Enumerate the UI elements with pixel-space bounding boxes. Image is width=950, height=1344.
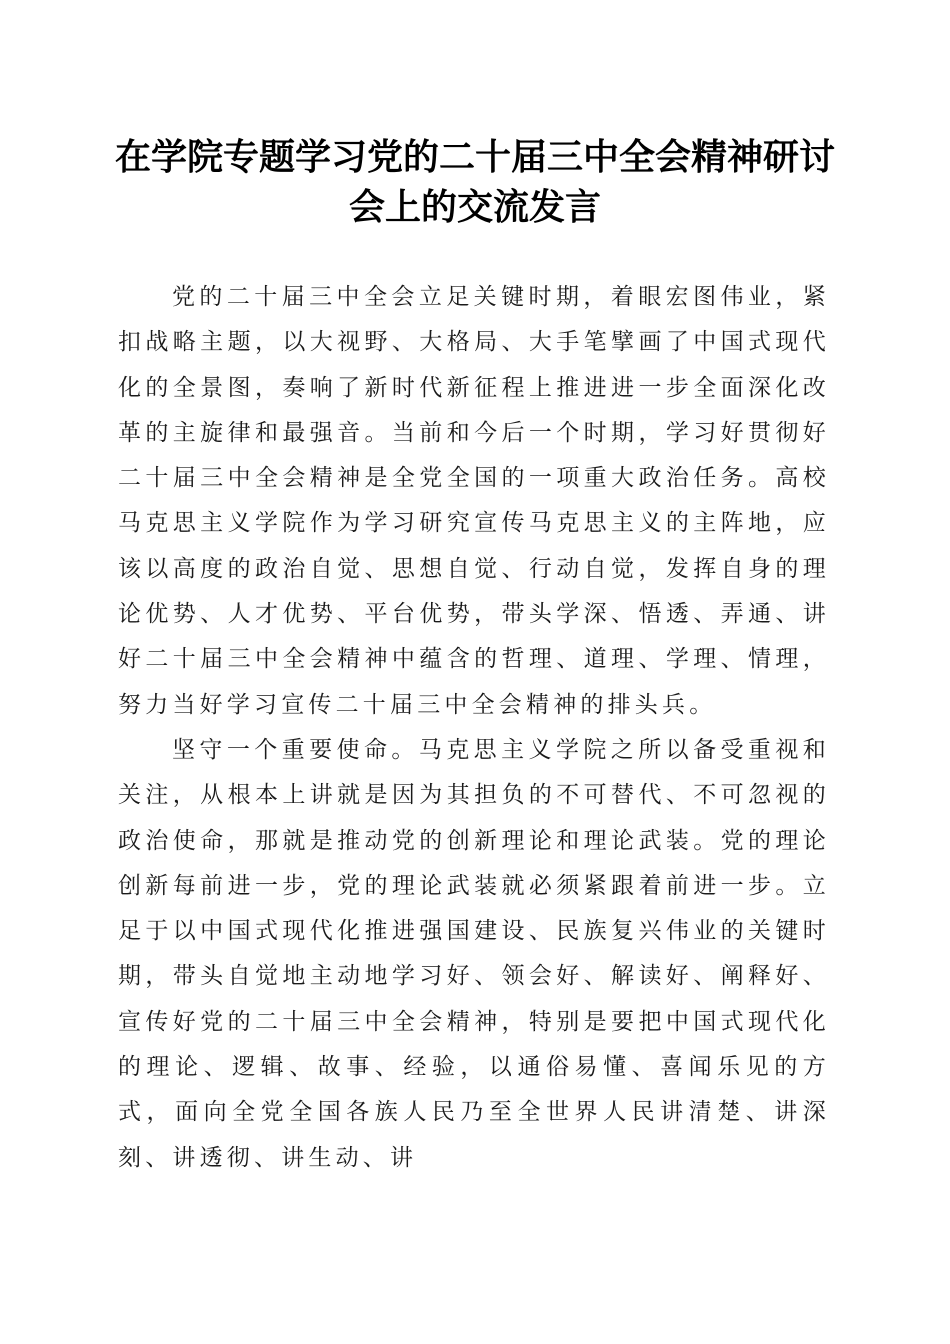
document-title: [110, 132, 840, 232]
paragraph-mission: 坚守一个重要使命。马克思主义学院之所以备受重视和关注，从根本上讲就是因为其担负的不可替代、不可忽视的政治使命，那就是推动党的创新理论和理论武装。党的理论创新每前进一步，党的理论武装就必须紧跟着前进一步。立足于以中国式现代化推进强国建设、民族复兴伟业的关键时期，带头自觉地主动地学习好、领会好、解读好、阐释好、宣传好党的二十届三中全会精神，特别是要把中国式现代化的理论、逻辑、故事、经验，以通俗易懂、喜闻乐见的方式，面向全党全国各族人民乃至全世界人民讲清楚、讲深刻、讲透彻、讲生动、讲: [118, 736, 830, 1171]
paragraph-intro: 党的二十届三中全会立足关键时期，着眼宏图伟业，紧扣战略主题，以大视野、大格局、大手笔擘画了中国式现代化的全景图，奏响了新时代新征程上推进进一步全面深化改革的主旋律和最强音。当前和今后一个时期，学习好贯彻好二十届三中全会精神是全党全国的一项重大政治任务。高校马克思主义学院作为学习研究宣传马克思主义的主阵地，应该以高度的政治自觉、思想自觉、行动自觉，发挥自身的理论优势、人才优势、平台优势，带头学深、悟透、弄通、讲好二十届三中全会精神中蕴含的哲理、道理、学理、情理，努力当好学习宣传二十届三中全会精神的排头兵。: [118, 284, 830, 718]
title-line-2: 会上的交流发言: [348, 186, 601, 228]
document-body: [118, 275, 830, 1181]
title-line-1: 在学院专题学习党的二十届三中全会精神研讨: [114, 136, 835, 178]
